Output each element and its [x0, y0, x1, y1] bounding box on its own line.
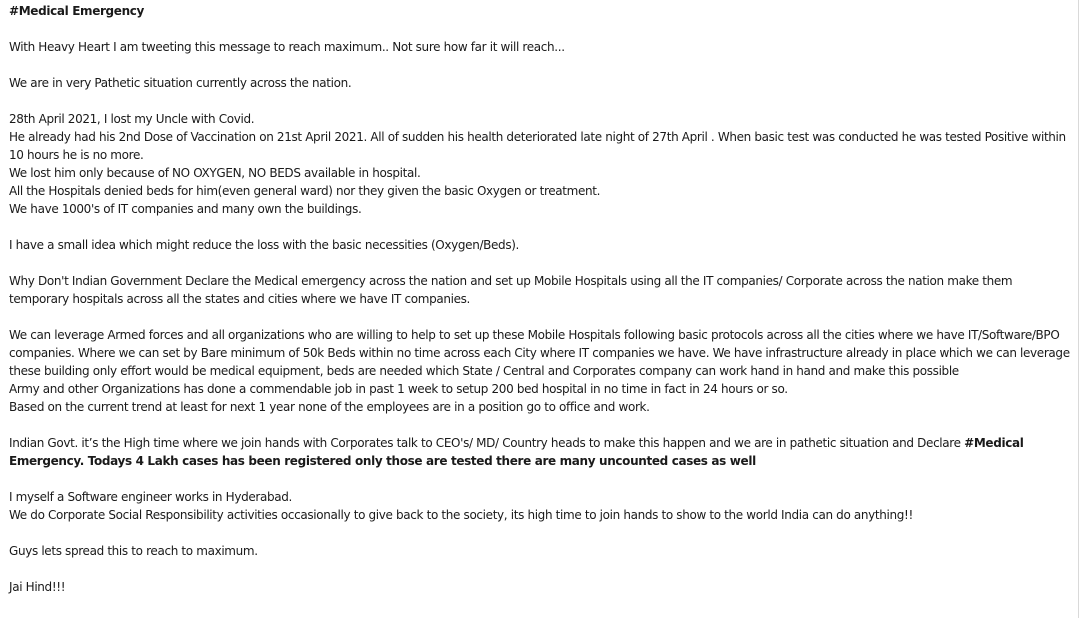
intro-paragraph: With Heavy Heart I am tweeting this message to reach maximum.. Not sure how far it will reach...: [9, 40, 565, 54]
story-line: All the Hospitals denied beds for him(even general ward) nor they given the basic Oxygen or treatment.: [9, 184, 601, 198]
title-paragraph: [9, 2, 1071, 20]
plan-line: Based on the current trend at least for next 1 year none of the employees are in a position go to office and work.: [9, 400, 650, 414]
story-line: He already had his 2nd Dose of Vaccination on 21st April 2021. All of sudden his health deteriorated late night of 27th April . When basic test was conducted he was tested Positive within 10 hours he is no more.: [9, 130, 1066, 162]
plan-paragraph: [9, 326, 1071, 416]
document-title: #Medical Emergency: [9, 4, 145, 18]
about-line: I myself a Software engineer works in Hyderabad.: [9, 490, 292, 504]
situation-paragraph: We are in very Pathetic situation currently across the nation.: [9, 76, 352, 90]
spread-paragraph: Guys lets spread this to reach to maximum.: [9, 544, 258, 558]
story-line: We lost him only because of NO OXYGEN, NO BEDS available in hospital.: [9, 166, 421, 180]
plan-line: We can leverage Armed forces and all organizations who are willing to help to set up these Mobile Hospitals following basic protocols across all the cities where we have IT/Software/BPO companies. Where we can set by Bare minimum of 50k Beds within no time across each City where IT companies we have. We have infrastructure already in place which we can leverage these building only effort would be medical equipment, beds are needed which State / Central and Corporates company can work hand in hand and make this possible: [9, 328, 1070, 378]
story-line: 28th April 2021, I lost my Uncle with Covid.: [9, 112, 255, 126]
question-paragraph: Why Don't Indian Government Declare the Medical emergency across the nation and set up Mobile Hospitals using all the IT companies/ Corporate across the nation make them temporary hospitals across all the states and cities where we have IT companies.: [9, 274, 1013, 306]
plan-line: Army and other Organizations has done a commendable job in past 1 week to setup 200 bed hospital in no time in fact in 24 hours or so.: [9, 382, 788, 396]
story-paragraph: [9, 110, 1071, 218]
about-paragraph: [9, 488, 1071, 524]
closing-paragraph: Jai Hind!!!: [9, 580, 66, 594]
story-line: We have 1000's of IT companies and many own the buildings.: [9, 202, 362, 216]
appeal-text: Indian Govt. it’s the High time where we join hands with Corporates talk to CEO's/ MD/ Country heads to make this happen and we are in pathetic situation and Declare: [9, 436, 965, 450]
appeal-paragraph: [9, 434, 1071, 470]
document-body: [9, 2, 1071, 596]
idea-paragraph: I have a small idea which might reduce the loss with the basic necessities (Oxygen/Beds).: [9, 238, 520, 252]
about-line: We do Corporate Social Responsibility activities occasionally to give back to the society, its high time to join hands to show to the world India can do anything!!: [9, 508, 913, 522]
appeal-bold-text: #Medical Emergency. Todays 4 Lakh cases has been registered only those are tested there are many uncounted cases as well: [9, 436, 1024, 468]
